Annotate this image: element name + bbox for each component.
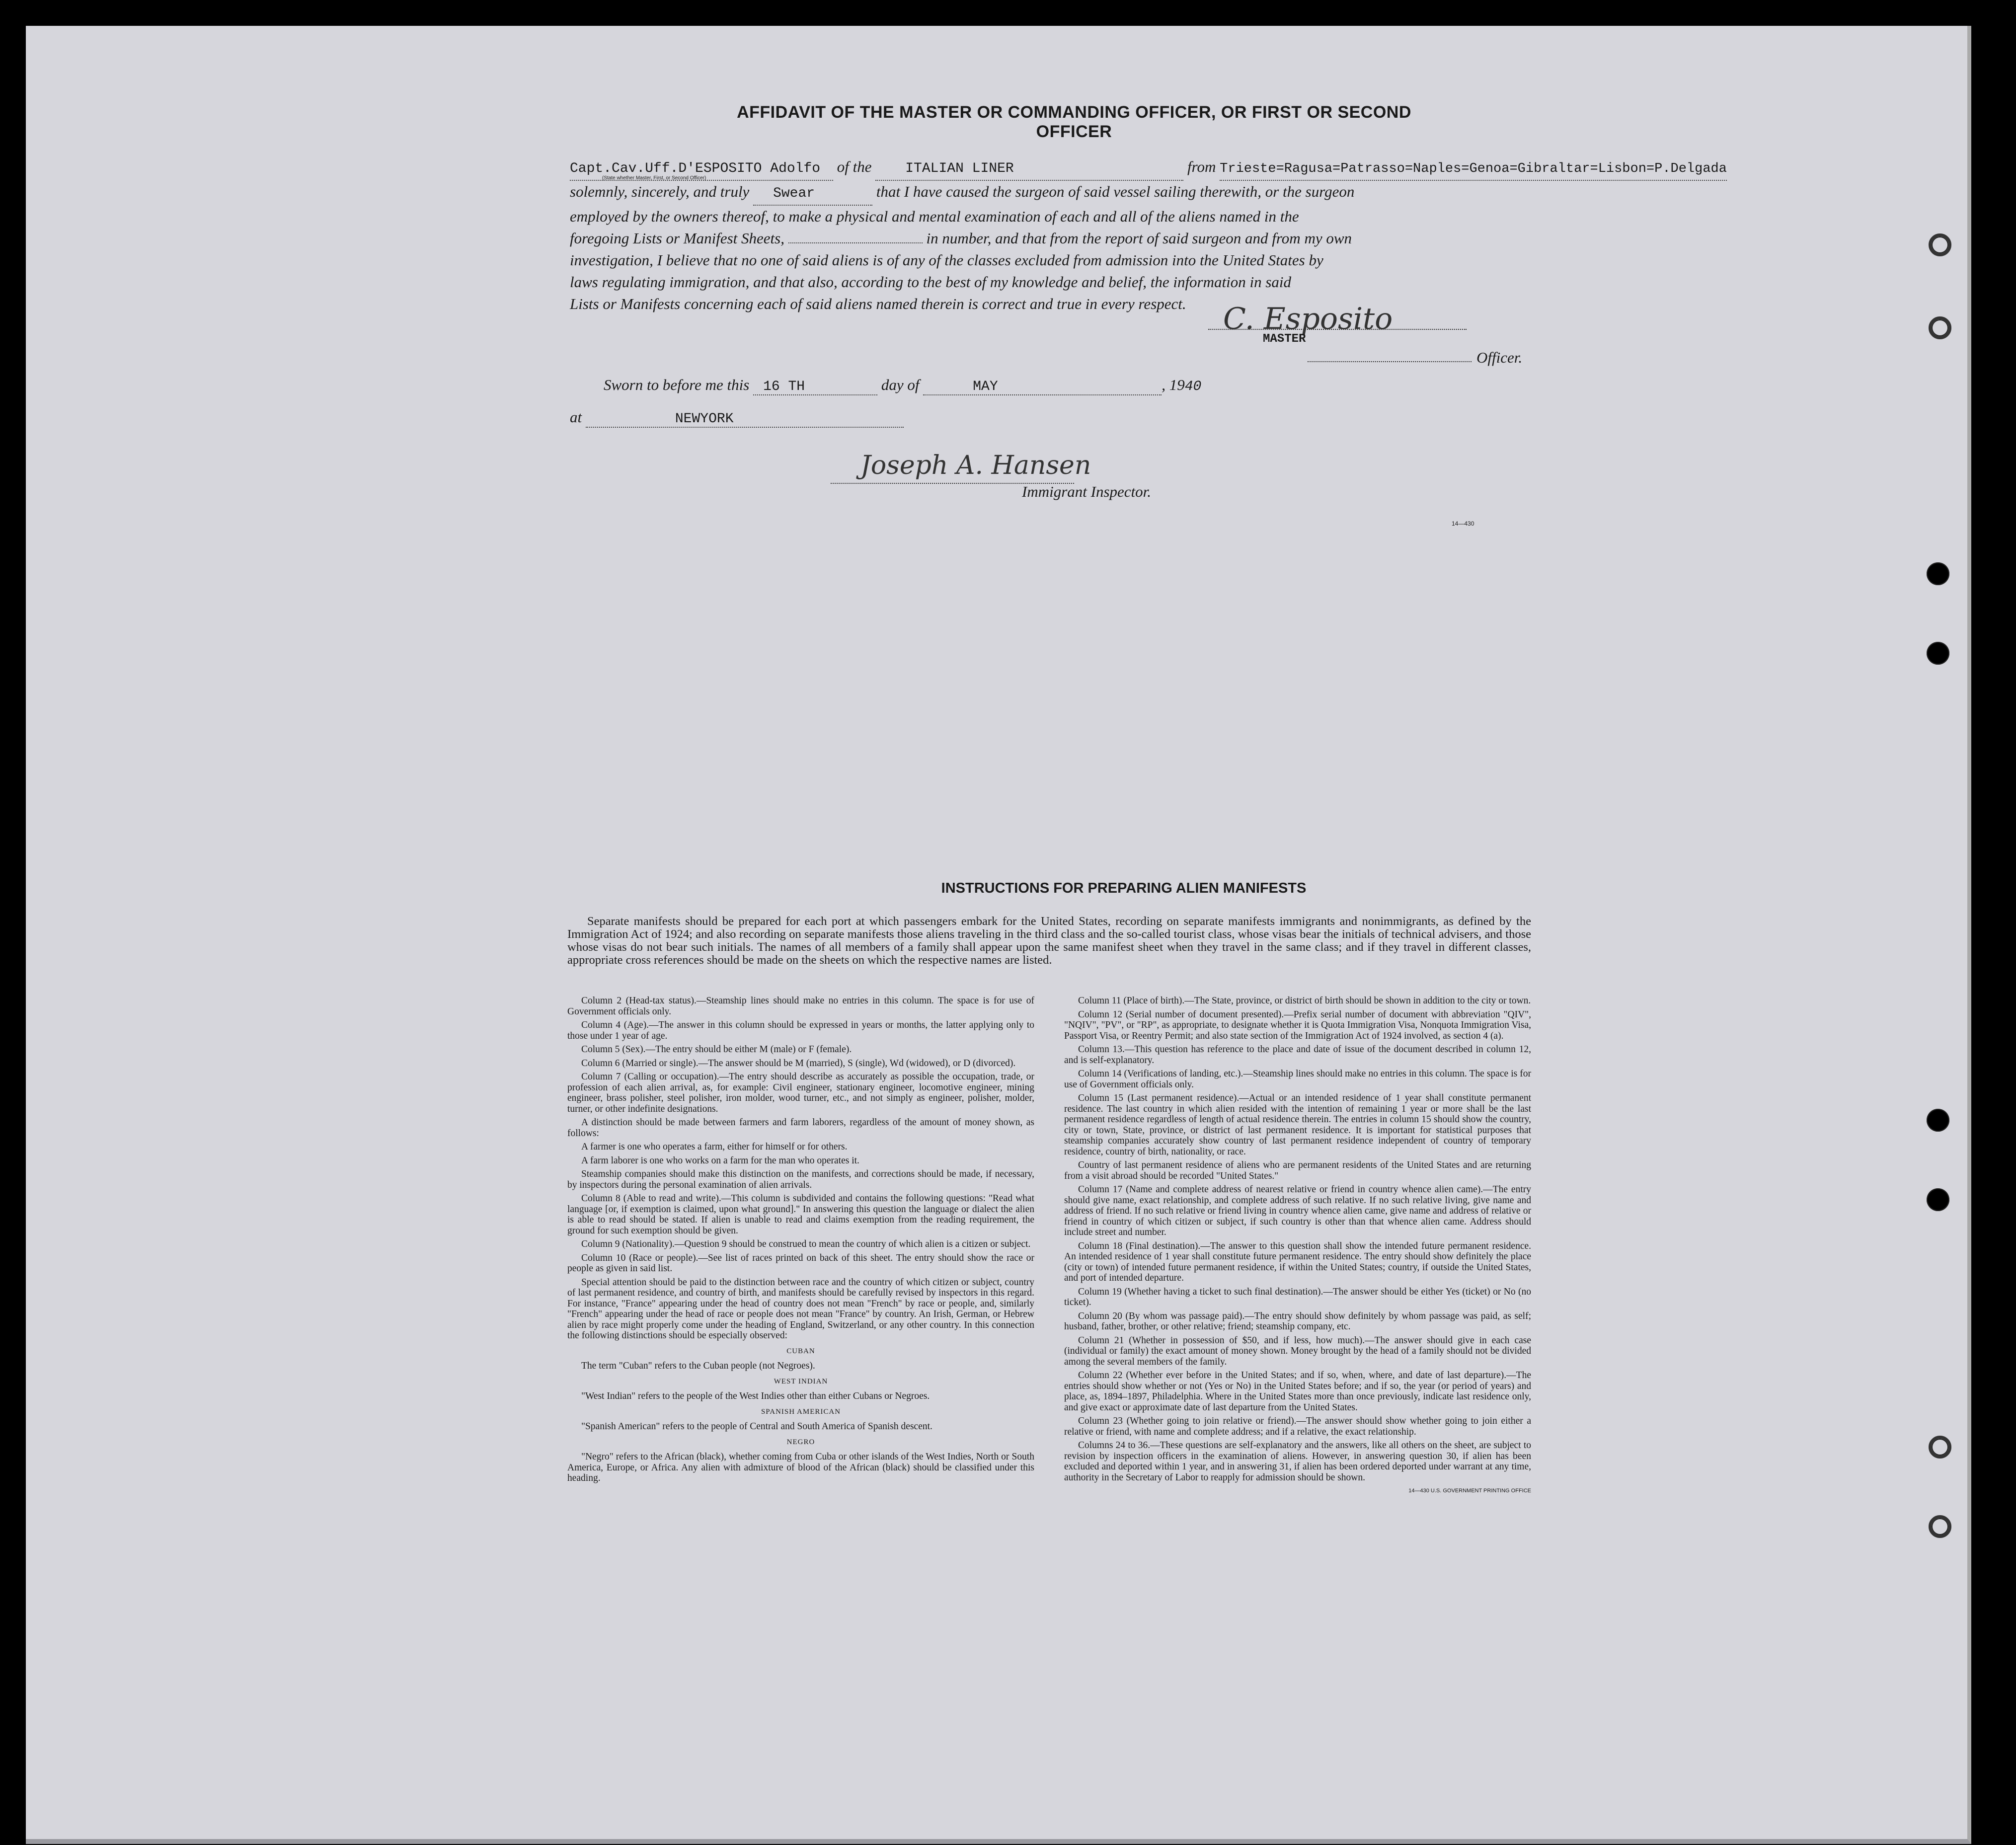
instruction-paragraph: Column 20 (By whom was passage paid).—The entry should show definitely by whom passage was paid, as self; husband, father, brother, or other relative; friend; steamship company, etc. — [1064, 1310, 1531, 1332]
instruction-paragraph: Steamship companies should make this distinction on the manifests, and corrections should be made, if necessary, by inspectors during the personal examination of alien arrivals. — [567, 1169, 1034, 1190]
affidavit-line-4 — [570, 228, 1539, 249]
from-label: from — [1187, 158, 1216, 175]
affidavit-text: solemnly, sincerely, and truly — [570, 183, 750, 200]
instruction-paragraph: Column 12 (Serial number of document presented).—Prefix serial number of document with abbreviation "QIV", "NQIV", "PV", or "RP", as appropriate, to designate whether it is Quota Immigration Visa, Nonquota Immigration Visa, Passport Visa, or Reentry Permit; and also state section of the Immigration Act of 1924 involved, as section 4 (a). — [1064, 1009, 1531, 1041]
year-label: , 19 — [1162, 376, 1185, 393]
binder-hole-icon — [1929, 1515, 1951, 1538]
instruction-paragraph: Column 10 (Race or people).—See list of races printed on back of this sheet. The entry should show the race or people as given in said list. — [567, 1252, 1034, 1274]
sheets-count-field — [788, 242, 923, 243]
master-signature: C. Esposito — [1223, 302, 1393, 336]
sworn-label: Sworn to before me this — [604, 376, 750, 393]
instruction-paragraph: Country of last permanent residence of aliens who are permanent residents of the United States and are returning from a visit abroad should be recorded "United States." — [1064, 1160, 1531, 1181]
instruction-paragraph: Column 8 (Able to read and write).—This column is subdivided and contains the following questions: "Read what language [or, if exemption is claimed, upon what ground]." In answering this question the language or dialect the alien is able to read should be stated. If alien is unable to read and claims exemption from the reading requirement, the ground for such exemption should be given. — [567, 1193, 1034, 1236]
swear-value: Swear — [753, 183, 872, 206]
binder-hole-icon — [1927, 562, 1949, 585]
at-label: at — [570, 408, 582, 426]
day-value: 16 TH — [753, 379, 877, 395]
instruction-paragraph: Column 21 (Whether in possession of $50, and if less, how much).—The answer should give in each case (individual or family) the exact amount of money shown. Money brought by the head of a family should not be divided among the several members of the family. — [1064, 1335, 1531, 1367]
affidavit-line-5: investigation, I believe that no one of said aliens is of any of the classes excluded from admission into the United States by — [570, 251, 1323, 269]
day-label: day of — [881, 376, 920, 393]
instruction-paragraph: Column 2 (Head-tax status).—Steamship lines should make no entries in this column. The space is for use of Government officials only. — [567, 996, 1034, 1017]
officer-note: (State whether Master, First, or Second Officer) — [602, 175, 706, 181]
binder-hole-icon — [1927, 1188, 1949, 1211]
instruction-paragraph: Columns 24 to 36.—These questions are self-explanatory and the answers, like all others on the sheet, are subject to revision by inspection officers in the examination of aliens. However, in answering question 30, if alien has been excluded and deported within 1 year, and in answering 31, if alien has been ordered deported under warrant at any time, authority in the Secretary of Labor to reapply for admission should be shown. — [1064, 1440, 1531, 1483]
affidavit-line-2 — [570, 181, 1539, 206]
instruction-paragraph: Column 15 (Last permanent residence).—Actual or an intended residence of 1 year shall constitute permanent residence. The last country in which alien resided with the intention of remaining 1 year or more shall be the last permanent residence regardless of length of actual residence therein. The entries in column 15 should show the country, city or town, State, province, or district of last permanent residence. It is important for statistical purposes that steamship companies accurately show country of last permanent residence independent of country of temporary residence, country of birth, nationality, or race. — [1064, 1093, 1531, 1157]
form-number: 14—430 — [1452, 520, 1474, 527]
master-label: MASTER — [1263, 332, 1306, 346]
sworn-line — [604, 376, 1201, 395]
instructions-intro: Separate manifests should be prepared for each port at which passengers embark for the United States, recording on separate manifests immigrants and nonimmigrants, as defined by the Immigration Act of 1924; and also recording on separate manifests those aliens traveling in the third class and the so-called tourist class, whose visas bear the initials of technical advisers, and those whose visas do not bear such initials. The names of all members of a family shall appear upon the same manifest sheet when they travel in the same class; and if they travel in different classes, appropriate cross references should be made on the sheets on which the respective names are listed. — [567, 915, 1531, 967]
affidavit-text: that I have caused the surgeon of said vessel sailing therewith, or the surgeon — [876, 183, 1355, 200]
affidavit-line-6: laws regulating immigration, and that also, according to the best of my knowledge and belief, the information in said — [570, 273, 1292, 291]
instruction-paragraph: Column 17 (Name and complete address of nearest relative or friend in country whence alien came).—The entry should give name, exact relationship, and complete address of such relative. If no such relative living, give name and address of friend. If no such relative or friend living in country whence alien came, give name and address of relative or friend in country of which citizen or subject, if such country is other than that whence alien came. Address should include street and number. — [1064, 1184, 1531, 1237]
affidavit-line-1 — [570, 156, 1727, 181]
binder-hole-icon — [1929, 316, 1951, 339]
instruction-paragraph: Special attention should be paid to the distinction between race and the country of which citizen or subject, country of last permanent residence, and country of birth, and manifests should be carefully revised by inspectors in this regard. For instance, "France" appearing under the head of country does not mean "French" by race or people, and, similarly "French" appearing under the head of race or people does not mean "France" by country. An Irish, German, or Hebrew alien by race might properly come under the heading of England, Switzerland, or any other country. In this connection the following distinctions should be especially observed: — [567, 1277, 1034, 1341]
instruction-paragraph: A farm laborer is one who works on a farm for the man who operates it. — [581, 1155, 859, 1166]
negro-text: "Negro" refers to the African (black), whether coming from Cuba or other islands of the West Indies, North or South America, Europe, or Africa. Any alien with admixture of blood of the African (black) should be classified under this heading. — [567, 1452, 1034, 1483]
spanish-american-heading: SPANISH AMERICAN — [761, 1407, 841, 1416]
binder-holes — [1908, 26, 1967, 1814]
affidavit-line-7: Lists or Manifests concerning each of said aliens named therein is correct and true in every respect. — [570, 295, 1186, 312]
affidavit-text: foregoing Lists or Manifest Sheets, — [570, 230, 784, 247]
instruction-paragraph: Column 14 (Verifications of landing, etc.).—Steamship lines should make no entries in this column. The space is for use of Government officials only. — [1064, 1069, 1531, 1090]
instructions-right-column — [1064, 996, 1531, 1497]
cuban-heading: CUBAN — [786, 1347, 815, 1355]
instruction-paragraph: Column 23 (Whether going to join relative or friend).—The answer should show whether going to join either a relative or friend, with name and complete address; and if a relative, the exact relationship. — [1064, 1416, 1531, 1437]
west-indian-text: "West Indian" refers to the people of the West Indies other than either Cubans or Negroes. — [581, 1391, 930, 1401]
printing-office-footer: 14—430 U.S. GOVERNMENT PRINTING OFFICE — [1408, 1488, 1531, 1494]
month-value: MAY — [923, 379, 1162, 395]
instruction-paragraph: Column 13.—This question has reference to the place and date of issue of the document described in column 12, and is self-explanatory. — [1064, 1044, 1531, 1066]
affidavit-title: AFFIDAVIT OF THE MASTER OR COMMANDING OFFICER, OR FIRST OR SECOND OFFICER — [737, 103, 1411, 141]
affidavit-text: in number, and that from the report of said surgeon and from my own — [926, 230, 1352, 247]
officer-label: Officer. — [1476, 349, 1523, 366]
place-value: NEWYORK — [586, 411, 904, 428]
officer-name: Capt.Cav.Uff.D'ESPOSITO Adolfo — [570, 158, 833, 181]
instruction-paragraph: Column 6 (Married or single).—The answer should be M (married), S (single), Wd (widowed), or D (divorced). — [581, 1058, 1016, 1069]
year-value: 40 — [1184, 379, 1202, 394]
binder-hole-icon — [1927, 1109, 1949, 1132]
instruction-paragraph: Column 5 (Sex).—The entry should be either M (male) or F (female). — [581, 1044, 852, 1055]
instruction-paragraph: Column 11 (Place of birth).—The State, province, or district of birth should be shown in addition to the city or town. — [1078, 996, 1531, 1006]
instruction-paragraph: A farmer is one who operates a farm, either for himself or for others. — [581, 1142, 848, 1152]
instruction-paragraph: Column 22 (Whether ever before in the United States; and if so, when, where, and date of last departure).—The entries should show whether or not (Yes or No) in the United States before; and if so, the year (or period of years) and place, as, 1894–1897, Philadelphia. Where in the United States more than once previously, indicate last residence only, and give exact or approximate date of last departure from the United States. — [1064, 1370, 1531, 1413]
negro-heading: NEGRO — [786, 1438, 815, 1446]
instructions-title: INSTRUCTIONS FOR PREPARING ALIEN MANIFESTS — [941, 880, 1307, 896]
binder-hole-icon — [1929, 1436, 1951, 1459]
instruction-paragraph: Column 7 (Calling or occupation).—The entry should describe as accurately as possible the occupation, trade, or profession of each alien arrival, as, for example: Civil engineer, stationary engineer, locomotive engineer, mining engineer, brass polisher, steel polisher, iron molder, wood turner, etc., and not simply as engineer, polisher, molder, turner, or other indefinite designations. — [567, 1072, 1034, 1114]
spanish-american-text: "Spanish American" refers to the people of Central and South America of Spanish descent. — [581, 1421, 932, 1432]
binder-hole-icon — [1927, 642, 1949, 665]
affidavit-line-3: employed by the owners thereof, to make a physical and mental examination of each and all of the aliens named in the — [570, 208, 1299, 225]
instruction-paragraph: A distinction should be made between farmers and farm laborers, regardless of the amount of money shown, as follows: — [567, 1117, 1034, 1139]
place-line — [570, 408, 904, 428]
instruction-paragraph: Column 19 (Whether having a ticket to such final destination).—The answer should be either Yes (ticket) or No (no ticket). — [1064, 1286, 1531, 1307]
instructions-left-column — [567, 996, 1034, 1487]
binder-hole-icon — [1929, 233, 1951, 256]
manifest-sheet — [26, 26, 1971, 1844]
inspector-label: Immigrant Inspector. — [1022, 483, 1152, 500]
instruction-paragraph: Column 18 (Final destination).—The answer to this question shall show the intended future permanent residence. An intended residence of 1 year shall constitute future permanent residence. The entry should show definitely the place (city or town) of intended future permanent residence, if within the United States; country, if outside the United States, and port of intended departure. — [1064, 1240, 1531, 1283]
instruction-paragraph: Column 4 (Age).—The answer in this column should be expressed in years or months, the latter applying only to those under 1 year of age. — [567, 1020, 1034, 1041]
inspector-signature: Joseph A. Hansen — [860, 451, 1091, 480]
officer-line — [1308, 361, 1472, 362]
instruction-paragraph: Column 9 (Nationality).—Question 9 should be construed to mean the country of which alien is a citizen or subject. — [581, 1239, 1031, 1249]
cuban-text: The term "Cuban" refers to the Cuban people (not Negroes). — [581, 1361, 815, 1371]
affidavit-body — [570, 156, 1727, 315]
route-value: Trieste=Ragusa=Patrasso=Naples=Genoa=Gibraltar=Lisbon=P.Delgada — [1220, 158, 1727, 181]
of-the-label: of the — [837, 158, 872, 175]
vessel-name: ITALIAN LINER — [875, 158, 1183, 181]
signature-line — [1208, 329, 1467, 330]
west-indian-heading: WEST INDIAN — [774, 1377, 828, 1385]
